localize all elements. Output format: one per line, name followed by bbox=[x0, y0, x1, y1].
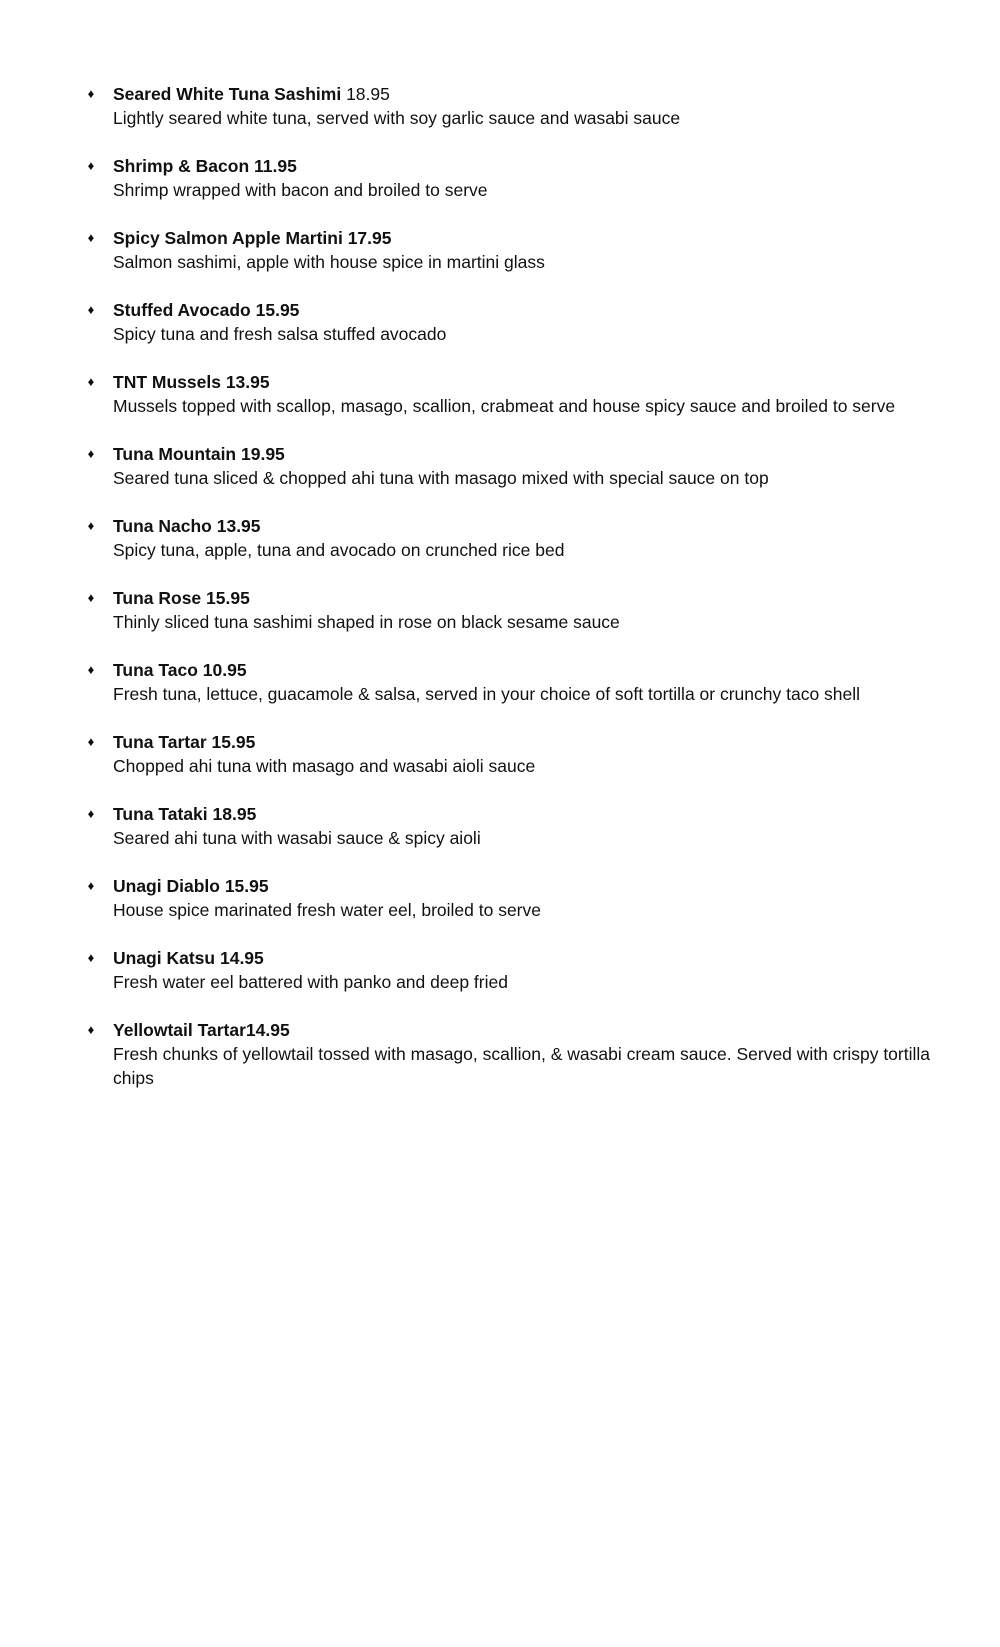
item-price: 15.95 bbox=[206, 588, 250, 608]
menu-list bbox=[84, 82, 964, 1114]
item-description: Lightly seared white tuna, served with soy garlic sauce and wasabi sauce bbox=[113, 108, 681, 128]
item-price: 17.95 bbox=[347, 228, 392, 248]
item-price: 18.95 bbox=[212, 804, 257, 824]
item-description: Chopped ahi tuna with masago and wasabi aioli sauce bbox=[113, 756, 536, 776]
item-price: 13.95 bbox=[225, 372, 270, 392]
diamond-bullet-icon: ♦ bbox=[87, 86, 95, 101]
item-price: 11.95 bbox=[254, 156, 297, 176]
item-description: Fresh tuna, lettuce, guacamole & salsa, served in your choice of soft tortilla or crunchy taco shell bbox=[113, 684, 861, 704]
diamond-bullet-icon: ♦ bbox=[87, 158, 95, 173]
item-description: Mussels topped with scallop, masago, scallion, crabmeat and house spicy sauce and broiled to serve bbox=[113, 396, 896, 416]
menu-item bbox=[84, 514, 964, 562]
item-price: 15.95 bbox=[255, 300, 300, 320]
menu-item bbox=[84, 154, 964, 202]
item-description: Fresh water eel battered with panko and deep fried bbox=[113, 972, 508, 992]
item-name: Tuna Nacho bbox=[113, 516, 212, 536]
item-price: 14.95 bbox=[245, 1020, 290, 1040]
menu-item bbox=[84, 874, 964, 922]
diamond-bullet-icon: ♦ bbox=[87, 734, 95, 749]
menu-item bbox=[84, 442, 964, 490]
diamond-bullet-icon: ♦ bbox=[87, 230, 95, 245]
item-name: Seared White Tuna Sashimi bbox=[113, 84, 342, 104]
diamond-bullet-icon: ♦ bbox=[87, 590, 95, 605]
menu-item bbox=[84, 298, 964, 346]
item-name: Tuna Taco bbox=[113, 660, 198, 680]
menu-item bbox=[84, 82, 964, 130]
item-description: Shrimp wrapped with bacon and broiled to serve bbox=[113, 180, 488, 200]
item-price: 13.95 bbox=[216, 516, 261, 536]
item-name: Unagi Diablo bbox=[113, 876, 220, 896]
item-description: Seared ahi tuna with wasabi sauce & spicy aioli bbox=[113, 828, 481, 848]
menu-item bbox=[84, 730, 964, 778]
menu-item bbox=[84, 1018, 964, 1090]
diamond-bullet-icon: ♦ bbox=[87, 446, 95, 461]
item-price: 15.95 bbox=[211, 732, 256, 752]
item-price: 15.95 bbox=[224, 876, 269, 896]
item-name: Tuna Mountain bbox=[113, 444, 237, 464]
item-name: Tuna Tataki bbox=[113, 804, 208, 824]
diamond-bullet-icon: ♦ bbox=[87, 518, 95, 533]
item-price: 14.95 bbox=[219, 948, 264, 968]
item-name: Unagi Katsu bbox=[113, 948, 216, 968]
item-price: 18.95 bbox=[346, 84, 390, 104]
item-description: Spicy tuna, apple, tuna and avocado on crunched rice bed bbox=[113, 540, 565, 560]
diamond-bullet-icon: ♦ bbox=[87, 950, 95, 965]
menu-item bbox=[84, 370, 964, 418]
diamond-bullet-icon: ♦ bbox=[87, 302, 95, 317]
item-price: 10.95 bbox=[202, 660, 247, 680]
item-name: Shrimp & Bacon bbox=[113, 156, 250, 176]
item-price: 19.95 bbox=[241, 444, 285, 464]
item-name: TNT Mussels bbox=[113, 372, 221, 392]
menu-item bbox=[84, 586, 964, 634]
menu-item bbox=[84, 802, 964, 850]
diamond-bullet-icon: ♦ bbox=[87, 1022, 95, 1037]
item-description: Seared tuna sliced & chopped ahi tuna with masago mixed with special sauce on top bbox=[113, 468, 769, 488]
diamond-bullet-icon: ♦ bbox=[87, 878, 95, 893]
item-description: Fresh chunks of yellowtail tossed with masago, scallion, & wasabi cream sauce. Served with crispy tortilla chips bbox=[113, 1044, 931, 1088]
item-name: Tuna Rose bbox=[113, 588, 202, 608]
menu-item bbox=[84, 946, 964, 994]
item-name: Tuna Tartar bbox=[113, 732, 207, 752]
item-name: Yellowtail Tartar bbox=[113, 1020, 246, 1040]
item-description: Thinly sliced tuna sashimi shaped in rose on black sesame sauce bbox=[113, 612, 620, 632]
item-name: Stuffed Avocado bbox=[113, 300, 251, 320]
item-description: Salmon sashimi, apple with house spice in martini glass bbox=[113, 252, 545, 272]
item-description: Spicy tuna and fresh salsa stuffed avocado bbox=[113, 324, 447, 344]
diamond-bullet-icon: ♦ bbox=[87, 662, 95, 677]
item-description: House spice marinated fresh water eel, broiled to serve bbox=[113, 900, 541, 920]
menu-item bbox=[84, 658, 964, 706]
diamond-bullet-icon: ♦ bbox=[87, 806, 95, 821]
item-name: Spicy Salmon Apple Martini bbox=[113, 228, 343, 248]
diamond-bullet-icon: ♦ bbox=[87, 374, 95, 389]
menu-item bbox=[84, 226, 964, 274]
